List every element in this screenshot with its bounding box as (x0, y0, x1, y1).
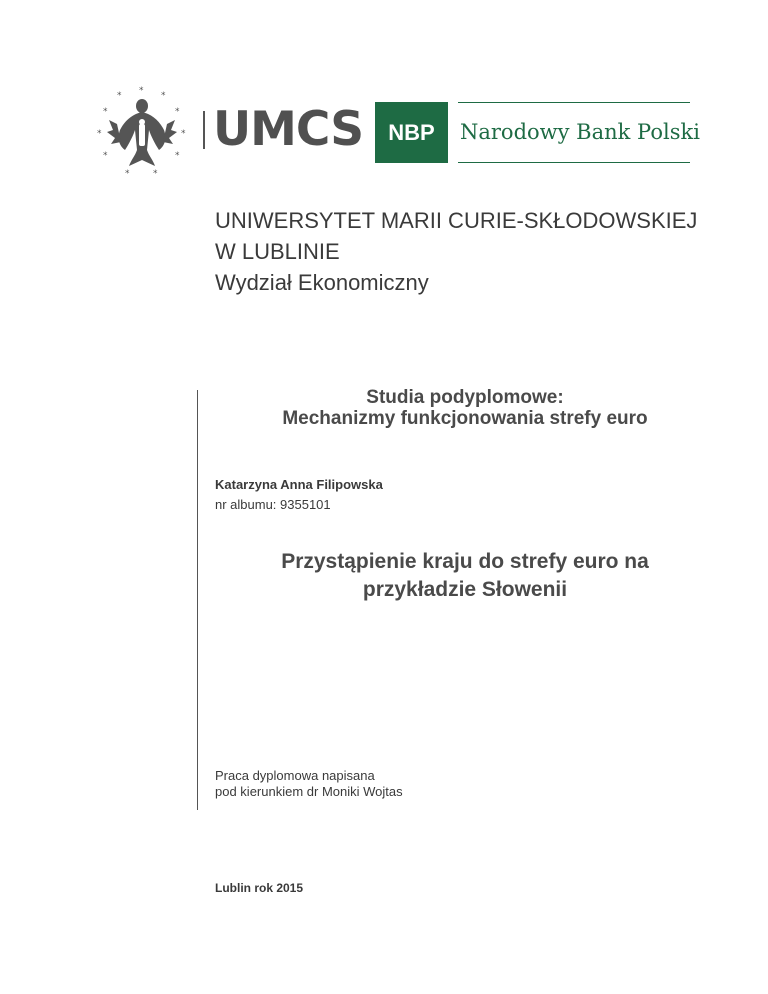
svg-text:*: * (153, 169, 158, 179)
supervisor-line2: pod kierunkiem dr Moniki Wojtas (215, 784, 403, 799)
author-name: Katarzyna Anna Filipowska (215, 477, 383, 492)
svg-text:*: * (117, 91, 122, 101)
vertical-rule (197, 390, 198, 810)
svg-text:*: * (175, 107, 180, 117)
svg-text:*: * (139, 86, 144, 96)
umcs-logo-text: UMCS (213, 102, 364, 157)
faculty-name: Wydział Ekonomiczny (215, 270, 429, 295)
place-and-year: Lublin rok 2015 (215, 881, 304, 895)
studies-title (215, 387, 715, 429)
university-name-line1: UNIWERSYTET MARII CURIE-SKŁODOWSKIEJ (215, 208, 698, 233)
svg-text:*: * (175, 151, 180, 161)
thesis-title (215, 548, 715, 604)
nbp-bank-name: Narodowy Bank Polski (460, 120, 700, 144)
album-number: nr albumu: 9355101 (215, 497, 331, 512)
svg-text:*: * (125, 169, 130, 179)
umcs-eagle-emblem-icon (95, 84, 190, 180)
studies-line2: Mechanizmy funkcjonowania strefy euro (282, 408, 648, 429)
studies-line1: Studia podyplomowe: (366, 387, 564, 408)
nbp-logo-text: NBP (388, 119, 435, 145)
thesis-title-line1: Przystąpienie kraju do strefy euro na (281, 550, 649, 573)
university-name-line2: W LUBLINIE (215, 239, 340, 264)
nbp-rule-bottom (458, 162, 690, 163)
svg-text:*: * (103, 107, 108, 117)
logo-divider (203, 111, 205, 149)
thesis-title-line2: przykładzie Słowenii (362, 578, 568, 601)
supervisor-line1: Praca dyplomowa napisana (215, 768, 375, 783)
svg-text:*: * (97, 129, 102, 139)
svg-text:*: * (103, 151, 108, 161)
svg-text:*: * (161, 91, 166, 101)
nbp-rule-top (458, 102, 690, 103)
supervisor-info (215, 768, 403, 800)
nbp-logo-box (375, 102, 448, 163)
university-heading (215, 205, 697, 298)
svg-text:*: * (181, 129, 186, 139)
